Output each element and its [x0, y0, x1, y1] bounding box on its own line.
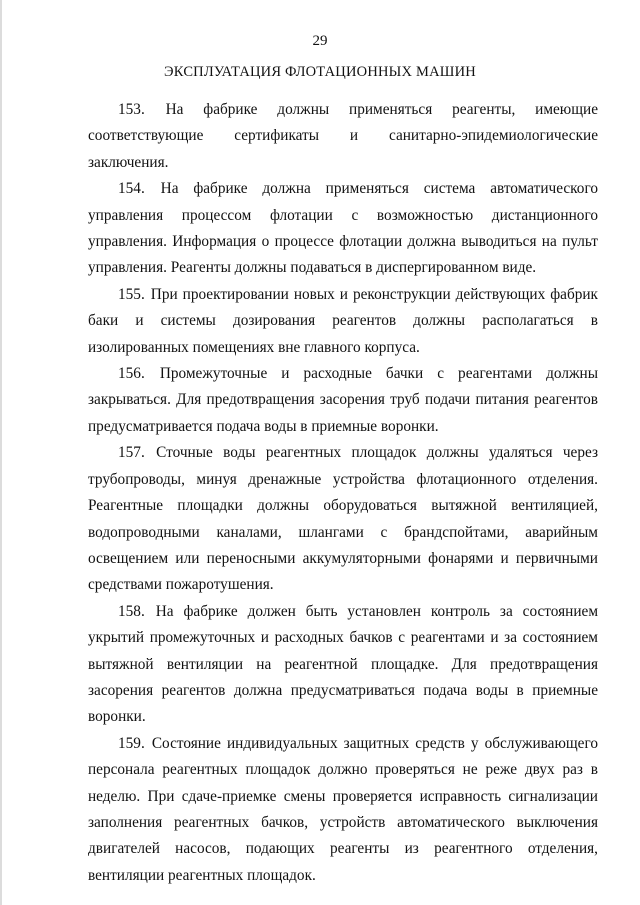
paragraph-text: Сточные воды реагентных площадок должны удаляться через трубопроводы, минуя дренажные устройства флотационного отделения. Реагентные площадки должны оборудоваться вытяжной вентиляцией, водопроводными каналами, шлангами с брандспойтами, аварийным освещением или переносными аккумуляторными фонарями и первичными средствами пожаротушения.	[88, 444, 598, 594]
paragraph-number: 153.	[118, 101, 145, 118]
paragraph-number: 158.	[118, 602, 145, 620]
paragraph-number: 156.	[118, 365, 145, 383]
paragraph-155	[88, 282, 598, 361]
page-number: 29	[312, 33, 328, 49]
paragraph-text: На фабрике должны применяться реагенты, имеющие соответствующие сертификаты и санитарно-эпидемиологические заключения.	[88, 101, 598, 171]
paragraph-159	[88, 731, 598, 889]
paragraph-number: 154.	[118, 180, 145, 198]
paragraph-number: 157.	[118, 444, 145, 462]
paragraph-153	[88, 97, 598, 176]
paragraph-text: На фабрике должна применяться система автоматического управления процессом флотации с возможностью дистанционного управления. Информация о процессе флотации должна выводиться на пульт управления. Реагенты должны подаваться в диспергированном виде.	[88, 180, 599, 277]
paragraph-number: 159.	[118, 734, 145, 752]
paragraph-156	[88, 361, 598, 440]
document-body	[88, 97, 598, 889]
paragraph-157	[88, 440, 598, 598]
section-title: ЭКСПЛУАТАЦИЯ ФЛОТАЦИОННЫХ МАШИН	[164, 64, 476, 80]
paragraph-text: На фабрике должен быть установлен контроль за состоянием укрытий промежуточных и расходных бачков с реагентами и за состоянием вытяжной вентиляции на реагентной площадке. Для предотвращения засорения реагентов должна предусматриваться подача воды в приемные воронки.	[88, 602, 598, 726]
paragraph-158	[88, 599, 598, 731]
paragraph-text: При проектировании новых и реконструкции действующих фабрик баки и системы дозирования реагентов должны располагаться в изолированных помещениях вне главного корпуса.	[88, 285, 598, 356]
paragraph-text: Состояние индивидуальных защитных средств у обслуживающего персонала реагентных площадок должно проверяться не реже двух раз в неделю. При сдаче-приемке смены проверяется исправность сигнализации заполнения реагентных бачков, устройств автоматического выключения двигателей насосов, подающих реагенты из реагентного отделения, вентиляции реагентных площадок.	[88, 734, 598, 884]
paragraph-number: 155.	[118, 285, 145, 303]
scan-edge	[0, 0, 2, 905]
paragraph-text: Промежуточные и расходные бачки с реагентами должны закрываться. Для предотвращения засорения труб подачи питания реагентов предусматривается подача воды в приемные воронки.	[88, 365, 598, 435]
paragraph-154	[88, 176, 598, 282]
